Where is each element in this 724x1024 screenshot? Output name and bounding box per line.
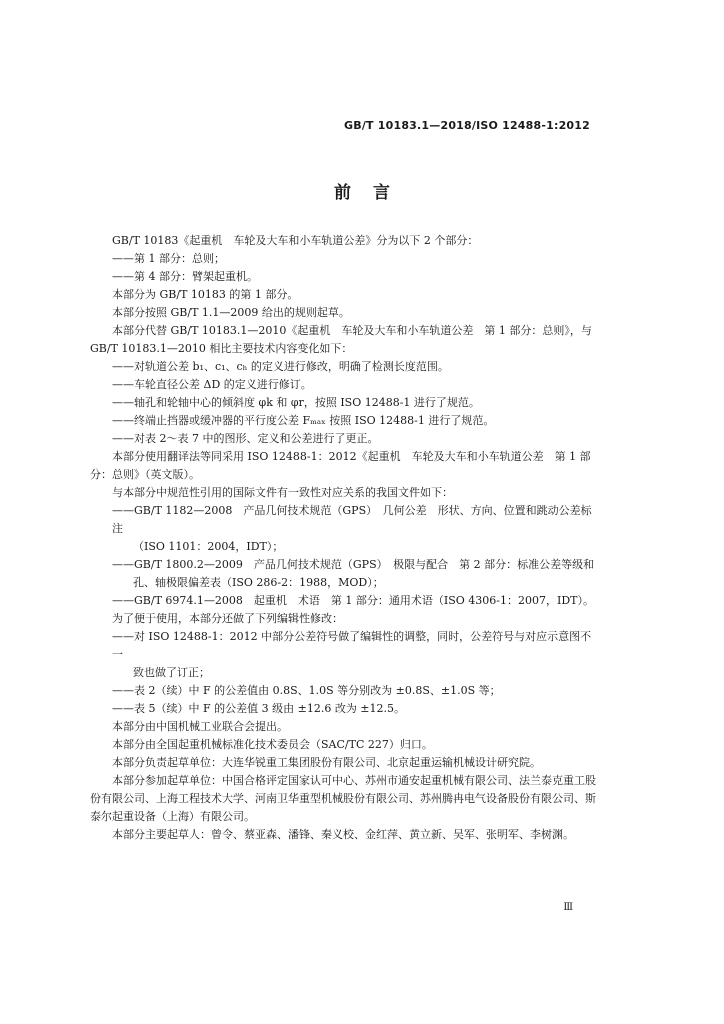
paragraph: 本部分参加起草单位：中国合格评定国家认可中心、苏州市通安起重机械有限公司、法兰泰克重工股份有限公司、上海工程技术大学、河南卫华重型机械股份有限公司、苏州腾冉电气设备股份有限公司、斯泰尔起重设备（上海）有限公司。 <box>90 774 596 823</box>
list-item: ——轴孔和轮轴中心的倾斜度 φk 和 φr，按照 ISO 12488-1 进行了规范。 <box>112 396 480 409</box>
paragraph: 本部分使用翻译法等同采用 ISO 12488-1：2012《起重机 车轮及大车和小车轨道公差 第 1 部分：总则》（英文版）。 <box>90 450 591 481</box>
paragraph: 本部分代替 GB/T 10183.1—2010《起重机 车轮及大车和小车轨道公差 第 1 部分：总则》，与 GB/T 10183.1—2010 相比主要技术内容变化如下： <box>90 324 592 355</box>
list-item <box>90 628 602 682</box>
reference-item <box>90 502 602 556</box>
reference-item-line: ——GB/T 1800.2—2009 产品几何技术规范（GPS） 极限与配合 第 2 部分：标准公差等级和 <box>112 558 595 571</box>
paragraph: 本部分由全国起重机械标准化技术委员会（SAC/TC 227）归口。 <box>112 738 433 751</box>
list-item: ——对轨道公差 b₁、c₁、cₕ 的定义进行修改，明确了检测长度范围。 <box>112 360 449 373</box>
list-item: ——第 1 部分：总则； <box>112 252 225 265</box>
list-item-continuation: 致也做了订正； <box>133 666 210 679</box>
list-item: ——对表 2～表 7 中的图形、定义和公差进行了更正。 <box>112 432 379 445</box>
reference-item-line: ——GB/T 1182—2008 产品几何技术规范（GPS） 几何公差 形状、方向、位置和跳动公差标注 <box>112 504 592 535</box>
document-code-header: GB/T 10183.1—2018/ISO 12488-1:2012 <box>344 119 590 132</box>
list-item: ——第 4 部分：臂架起重机。 <box>112 270 258 283</box>
document-body <box>90 232 602 844</box>
reference-item <box>90 556 602 592</box>
list-item: ——终端止挡器或缓冲器的平行度公差 Fₘₐₓ 按照 ISO 12488-1 进行了规范。 <box>112 414 495 427</box>
page-number: Ⅲ <box>563 902 573 913</box>
list-item: ——表 5（续）中 F 的公差值 3 级由 ±12.6 改为 ±12.5。 <box>112 702 406 715</box>
paragraph: 本部分由中国机械工业联合会提出。 <box>112 720 288 733</box>
list-item-line: ——对 ISO 12488-1：2012 中部分公差符号做了编辑性的调整，同时，公差符号与对应示意图不一 <box>112 630 592 661</box>
paragraph: 本部分负责起草单位：大连华锐重工集团股份有限公司、北京起重运输机械设计研究院。 <box>112 756 541 769</box>
page-title: 前言 <box>334 183 412 203</box>
reference-item-continuation: （ISO 1101：2004，IDT）； <box>133 540 284 553</box>
paragraph: 本部分为 GB/T 10183 的第 1 部分。 <box>112 288 299 301</box>
list-item: ——表 2（续）中 F 的公差值由 0.8S、1.0S 等分别改为 ±0.8S、±1.0S 等； <box>112 684 501 697</box>
paragraph: GB/T 10183《起重机 车轮及大车和小车轨道公差》分为以下 2 个部分： <box>112 234 479 247</box>
paragraph: 本部分主要起草人：曾令、蔡亚森、潘锋、秦义校、金红萍、黄立新、吴军、张明军、李树渊。 <box>112 828 574 841</box>
reference-item: ——GB/T 6974.1—2008 起重机 术语 第 1 部分：通用术语（ISO 4306-1：2007，IDT）。 <box>112 594 594 607</box>
list-item: ——车轮直径公差 ΔD 的定义进行修订。 <box>112 378 312 391</box>
paragraph: 本部分按照 GB/T 1.1—2009 给出的规则起草。 <box>112 306 350 319</box>
paragraph: 为了便于使用，本部分还做了下列编辑性修改： <box>112 612 343 625</box>
reference-item-continuation: 孔、轴极限偏差表（ISO 286-2：1988，MOD）； <box>133 576 384 589</box>
paragraph: 与本部分中规范性引用的国际文件有一致性对应关系的我国文件如下： <box>112 486 453 499</box>
